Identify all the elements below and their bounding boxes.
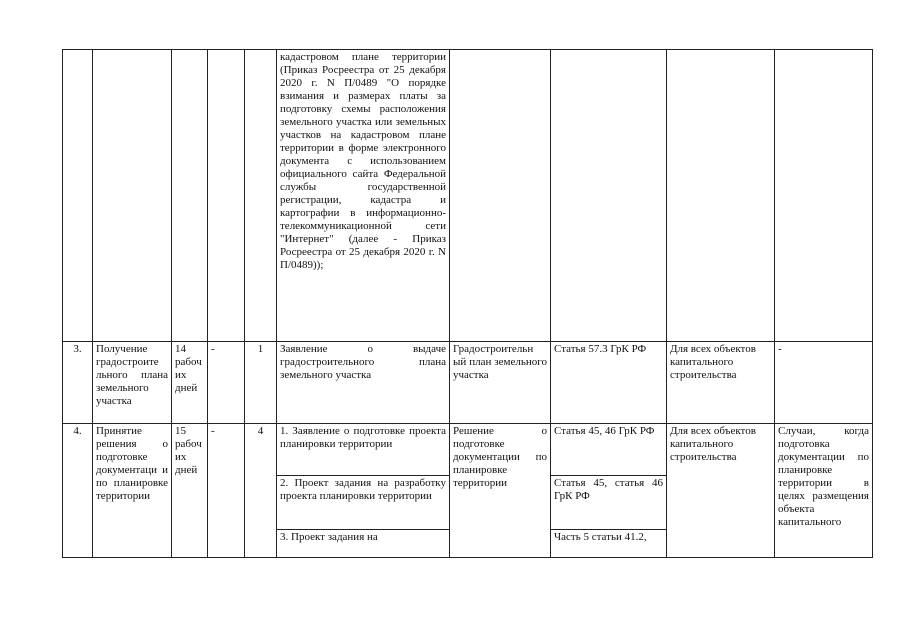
legal-basis-text: Статья 45, 46 ГрК РФ [551, 424, 667, 476]
objects-text: Для всех объектов капитального строительства [667, 424, 775, 558]
legal-basis-text: Статья 45, статья 46 ГрК РФ [551, 476, 667, 530]
document-cell: кадастровом плане территории (Приказ Росреестра от 25 декабря 2020 г. N П/0489 "О порядке взимания и размерах платы за подготовку схемы расположения земельного участка или земельных участков на кадастровом плане территории в форме электронного документа с использованием официального сайта Федеральной службы государственной регистрации, кадастра и картографии в информационно-телекоммуникационной сети "Интернет" (далее - Приказ Росреестра от 25 декабря 2020 г. N П/0489)); [277, 50, 450, 342]
document-count: 1 [245, 342, 277, 424]
services-table [62, 49, 873, 558]
cases-text: - [775, 342, 873, 424]
dash-cell [208, 50, 245, 342]
service-cell [93, 50, 172, 342]
document-count: 4 [245, 424, 277, 558]
table-row [63, 424, 873, 476]
document-text: 3. Проект задания на [277, 530, 450, 558]
service-name: Получение градостроите льного плана земельного участка [93, 342, 172, 424]
result-text: Градостроительн ый план земельного участка [450, 342, 551, 424]
result-text: Решение о подготовке документации по планировке территории [450, 424, 551, 558]
dash-value: - [208, 424, 245, 558]
row-number: 3. [63, 342, 93, 424]
table-row [63, 342, 873, 424]
dash-value: - [208, 342, 245, 424]
result-cell [450, 50, 551, 342]
service-name: Принятие решения о подготовке документаци и по планировке территории [93, 424, 172, 558]
document-text: Заявление о выдаче градостроительного плана земельного участка [277, 342, 450, 424]
number-cell [63, 50, 93, 342]
service-term: 15 рабоч их дней [172, 424, 208, 558]
term-cell [172, 50, 208, 342]
document-text: 1. Заявление о подготовке проекта планировки территории [277, 424, 450, 476]
table-row [63, 50, 873, 342]
cases-text: Случаи, когда подготовка документации по планировке территории в целях размещения объекта капитального [775, 424, 873, 558]
legal-basis-cell [551, 50, 667, 342]
legal-basis-text: Часть 5 статьи 41.2, [551, 530, 667, 558]
service-term: 14 рабоч их дней [172, 342, 208, 424]
row-number: 4. [63, 424, 93, 558]
count-cell [245, 50, 277, 342]
document-text: 2. Проект задания на разработку проекта планировки территории [277, 476, 450, 530]
objects-text: Для всех объектов капитального строительства [667, 342, 775, 424]
objects-cell [667, 50, 775, 342]
legal-basis-text: Статья 57.3 ГрК РФ [551, 342, 667, 424]
cases-cell [775, 50, 873, 342]
